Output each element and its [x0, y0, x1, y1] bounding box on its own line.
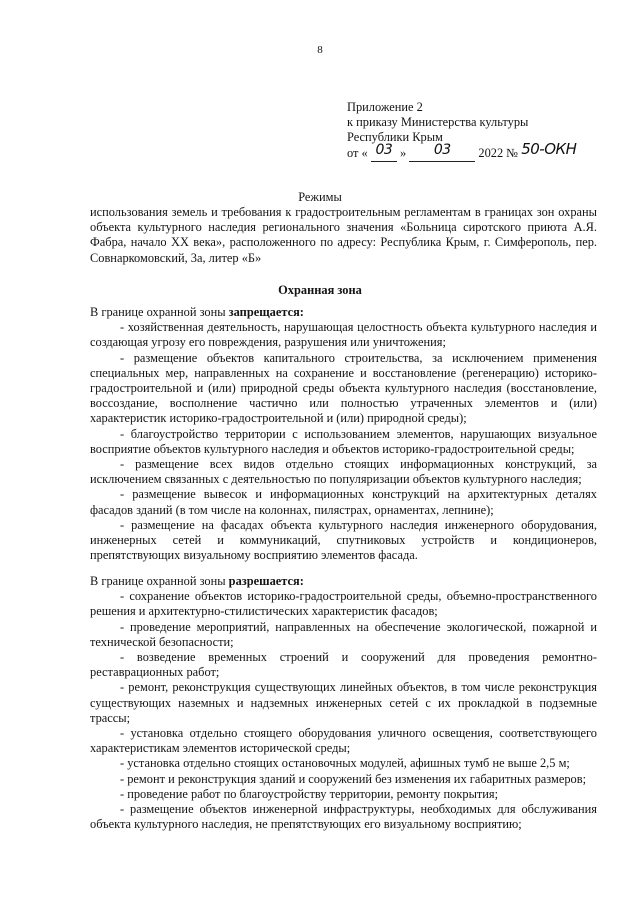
prohibited-item: - размещение вывесок и информационных конструкций на архитектурных деталях фасадов зданий (в том числе на колоннах, пилястрах, орнаментах, лепнине);: [90, 487, 597, 517]
appendix-order-line: к приказу Министерства культуры: [347, 115, 529, 129]
prohibited-item: - благоустройство территории с использованием элементов, нарушающих визуальное восприятие объектов культурного наследия и объектов историко-градостроительной среды;: [90, 426, 597, 456]
allowed-item: - проведение работ по благоустройству территории, ремонту покрытия;: [120, 786, 499, 801]
intro-paragraph: использования земель и требования к градостроительным регламентам в границах зон охраны объекта культурного наследия регионального значения «Больница сиротского приюта А.Я. Фабра, начало XX века», расположенного по адресу: Республика Крым, г. Симферополь, пер. Совнаркомовский, 3а, литер «Б»: [90, 205, 597, 265]
page-number: 8: [317, 44, 323, 56]
allowed-item: - размещение объектов инженерной инфраструктуры, необходимых для обслуживания объекта культурного наследия, не препятствующих его визуальному восприятию;: [90, 802, 597, 832]
doc-number-handwritten: 50-ОКН: [521, 140, 577, 158]
allowed-item: - ремонт и реконструкция зданий и сооружений без изменения их габаритных размеров;: [120, 771, 587, 786]
prohibited-lead-bold: запрещается:: [228, 305, 304, 319]
allowed-item: - установка отдельно стоящих остановочных модулей, афишных тумб не выше 2,5 м;: [120, 756, 570, 771]
allowed-item: - сохранение объектов историко-градостроительной среды, объемно-пространственного решения и архитектурно-стилистических характеристик фасадов;: [90, 589, 597, 619]
date-mid: »: [399, 146, 407, 160]
allowed-lead-bold: разрешается:: [228, 574, 304, 588]
prohibited-lead-text: В границе охранной зоны: [90, 305, 229, 319]
allowed-lead: [90, 574, 597, 589]
date-month-field: [409, 142, 475, 162]
appendix-header: [347, 100, 607, 162]
allowed-item: - ремонт, реконструкция существующих линейных объектов, в том числе реконструкция существующих наземных и надземных инженерных сетей с их прокладкой в подземные трассы;: [90, 680, 597, 725]
date-month-handwritten: 03: [433, 142, 451, 158]
allowed-item: - проведение мероприятий, направленных на обеспечение экологической, пожарной и технической безопасности;: [90, 619, 597, 649]
date-day-field: [371, 142, 397, 162]
doc-title: Режимы: [298, 190, 342, 204]
allowed-section: [90, 574, 597, 832]
prohibited-item: - размещение объектов капитального строительства, за исключением применения специальных мер, направленных на сохранение и восстановление (регенерацию) историко-градостроительной и (или) природной среды объекта культурного наследия (восстановление, воссоздание, восполнение частично или полностью утраченных элементов и (или) характеристик историко-градостроительной и (или) природной среды);: [90, 350, 597, 426]
allowed-item: - установка отдельно стоящего оборудования уличного освещения, соответствующего характеристикам элементов исторической среды;: [90, 726, 597, 756]
allowed-item: - возведение временных строений и сооружений для проведения ремонтно-реставрационных работ;: [90, 650, 597, 680]
prohibited-item: - размещение всех видов отдельно стоящих информационных конструкций, за исключением связанных с деятельностью по популяризации объектов культурного наследия;: [90, 457, 597, 487]
appendix-ministry-line: Республики Крым: [347, 130, 443, 144]
date-year: 2022 №: [478, 146, 519, 160]
allowed-lead-text: В границе охранной зоны: [90, 574, 229, 588]
prohibited-section: [90, 305, 597, 563]
prohibited-item: - хозяйственная деятельность, нарушающая целостность объекта культурного наследия и создающая угрозу его повреждения, разрушения или уничтожения;: [90, 320, 597, 350]
section-title: Охранная зона: [278, 283, 362, 297]
appendix-date-line: [347, 140, 607, 162]
appendix-title: Приложение 2: [347, 100, 423, 114]
date-day-handwritten: 03: [375, 142, 393, 158]
prohibited-lead: [90, 305, 597, 320]
date-prefix: от «: [347, 146, 368, 160]
prohibited-item: - размещение на фасадах объекта культурного наследия инженерного оборудования, инженерных сетей и коммуникаций, спутниковых устройств и кондиционеров, препятствующих визуальному восприятию элементов фасада.: [90, 517, 597, 563]
